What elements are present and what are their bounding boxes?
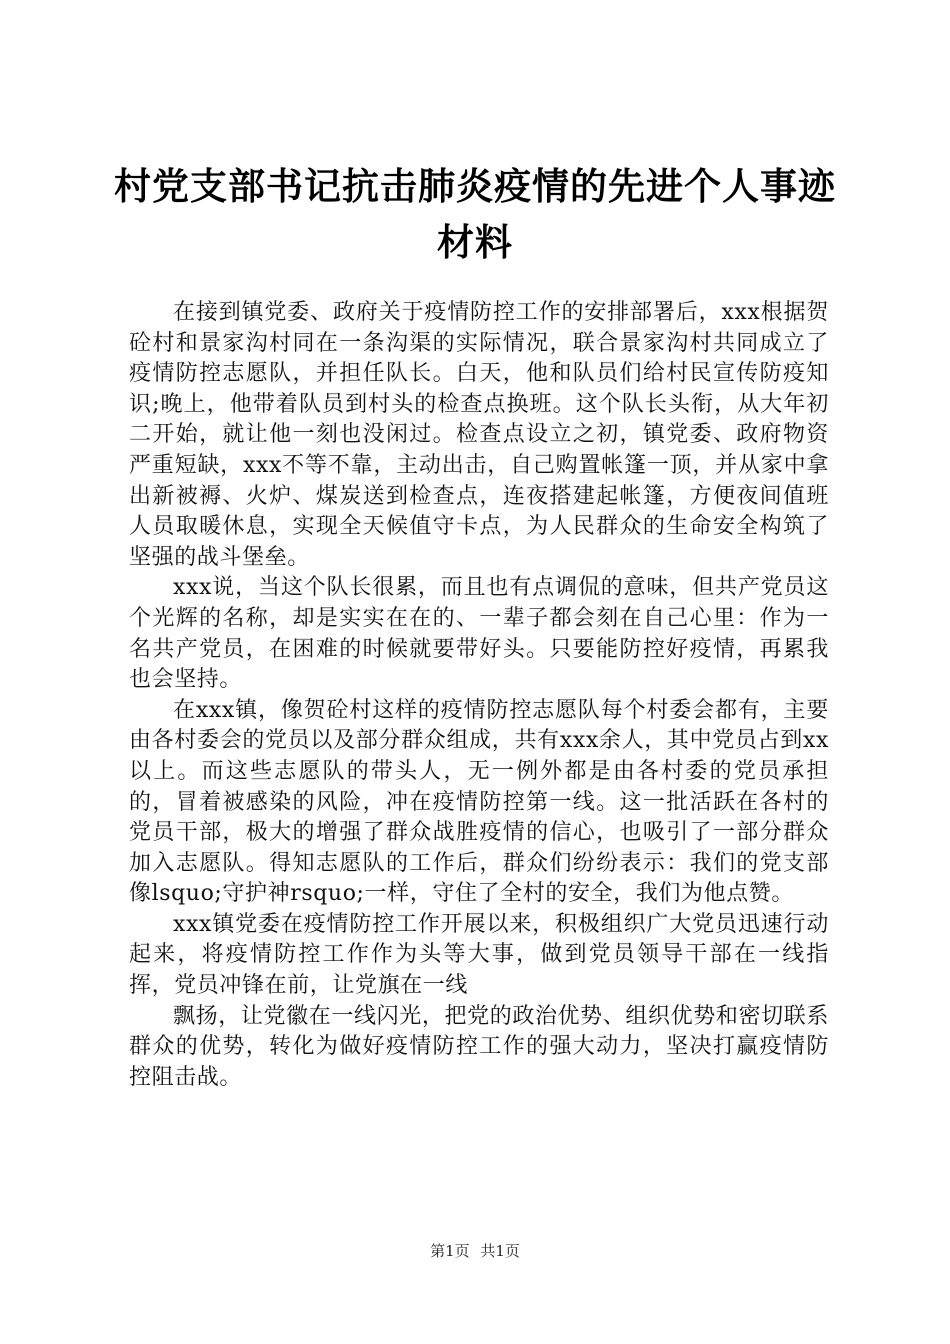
document-title: 村党支部书记抗击肺炎疫情的先进个人事迹材料 <box>114 164 836 264</box>
page-footer <box>0 1241 950 1261</box>
paragraph-4: xxx镇党委在疫情防控工作开展以来，积极组织广大党员迅速行动起来，将疫情防控工作作为头等大事，做到党员领导干部在一线指挥，党员冲锋在前，让党旗在一线 <box>129 911 829 999</box>
page-total: 共1页 <box>480 1242 520 1260</box>
document-body <box>129 298 829 1093</box>
paragraph-3: 在xxx镇，像贺砼村这样的疫情防控志愿队每个村委会都有，主要由各村委会的党员以及部分群众组成，共有xxx余人，其中党员占到xx以上。而这些志愿队的带头人，无一例外都是由各村委的党员承担的，冒着被感染的风险，冲在疫情防控第一线。这一批活跃在各村的党员干部，极大的增强了群众战胜疫情的信心，也吸引了一部分群众加入志愿队。得知志愿队的工作后，群众们纷纷表示：我们的党支部像lsquo;守护神rsquo;一样，守住了全村的安全，我们为他点赞。 <box>129 697 829 907</box>
paragraph-1: 在接到镇党委、政府关于疫情防控工作的安排部署后，xxx根据贺砼村和景家沟村同在一条沟渠的实际情况，联合景家沟村共同成立了疫情防控志愿队，并担任队长。白天，他和队员们给村民宣传防疫知识;晚上，他带着队员到村头的检查点换班。这个队长头衔，从大年初二开始，就让他一刻也没闲过。检查点设立之初，镇党委、政府物资严重短缺，xxx不等不靠，主动出击，自己购置帐篷一顶，并从家中拿出新被褥、火炉、煤炭送到检查点，连夜搭建起帐篷，方便夜间值班人员取暖休息，实现全天候值守卡点，为人民群众的生命安全构筑了坚强的战斗堡垒。 <box>129 300 829 570</box>
paragraph-2: xxx说，当这个队长很累，而且也有点调侃的意味，但共产党员这个光辉的名称，却是实实在在的、一辈子都会刻在自己心里：作为一名共产党员，在困难的时候就要带好头。只要能防控好疫情，再累我也会坚持。 <box>129 575 829 693</box>
page-number: 第1页 <box>430 1242 470 1260</box>
paragraph-5: 飘扬，让党徽在一线闪光，把党的政治优势、组织优势和密切联系群众的优势，转化为做好疫情防控工作的强大动力，坚决打赢疫情防控阻击战。 <box>129 1003 829 1090</box>
